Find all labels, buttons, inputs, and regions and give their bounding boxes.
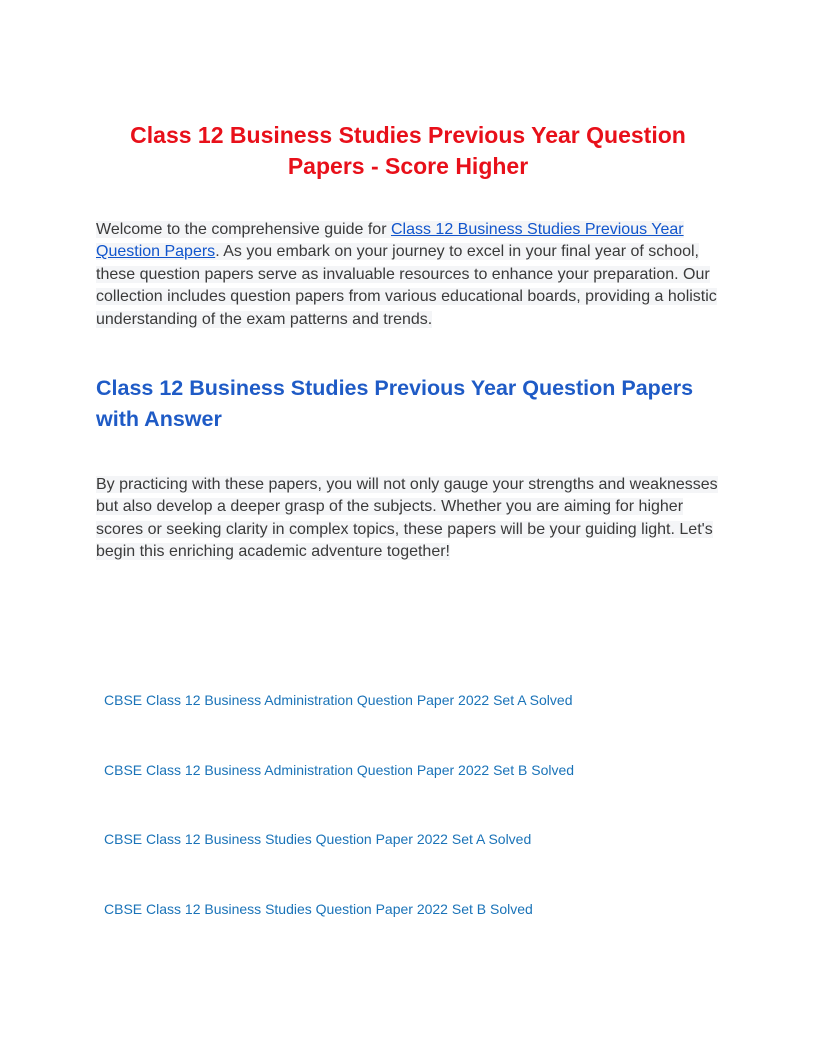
list-item <box>104 829 724 899</box>
link-business-studies-set-a[interactable]: CBSE Class 12 Business Studies Question Paper 2022 Set A Solved <box>104 831 532 848</box>
section-paragraph-text: By practicing with these papers, you will not only gauge your strengths and weaknesses but also develop a deeper grasp of the subjects. Whether you are aiming for higher scores or seeking clarity in complex topics, these papers will be your guiding light. Let's begin this enriching academic adventure together! <box>96 476 718 561</box>
intro-text-end: . As you embark on your journey to excel in your final year of school, these question papers serve as invaluable resources to enhance your preparation. Our collection includes question papers from various educational boards, providing a holistic understanding of the exam patterns and trends. <box>96 243 717 328</box>
list-item <box>104 899 724 969</box>
intro-paragraph <box>96 219 726 331</box>
page-title: Class 12 Business Studies Previous Year Question Papers - Score Higher <box>130 122 686 179</box>
question-paper-links <box>104 690 724 969</box>
intro-link[interactable]: Class 12 Business Studies Previous Year Question Papers <box>96 221 684 261</box>
intro-text-start: Welcome to the comprehensive guide for <box>96 221 391 238</box>
link-business-studies-set-b[interactable]: CBSE Class 12 Business Studies Question Paper 2022 Set B Solved <box>104 901 533 918</box>
section-paragraph <box>96 474 726 564</box>
section-heading: Class 12 Business Studies Previous Year Question Papers with Answer <box>96 376 694 431</box>
link-business-administration-set-a[interactable]: CBSE Class 12 Business Administration Question Paper 2022 Set A Solved <box>104 692 573 708</box>
list-item <box>104 760 724 830</box>
link-business-administration-set-b[interactable]: CBSE Class 12 Business Administration Question Paper 2022 Set B Solved <box>104 761 575 778</box>
list-item <box>104 690 724 760</box>
